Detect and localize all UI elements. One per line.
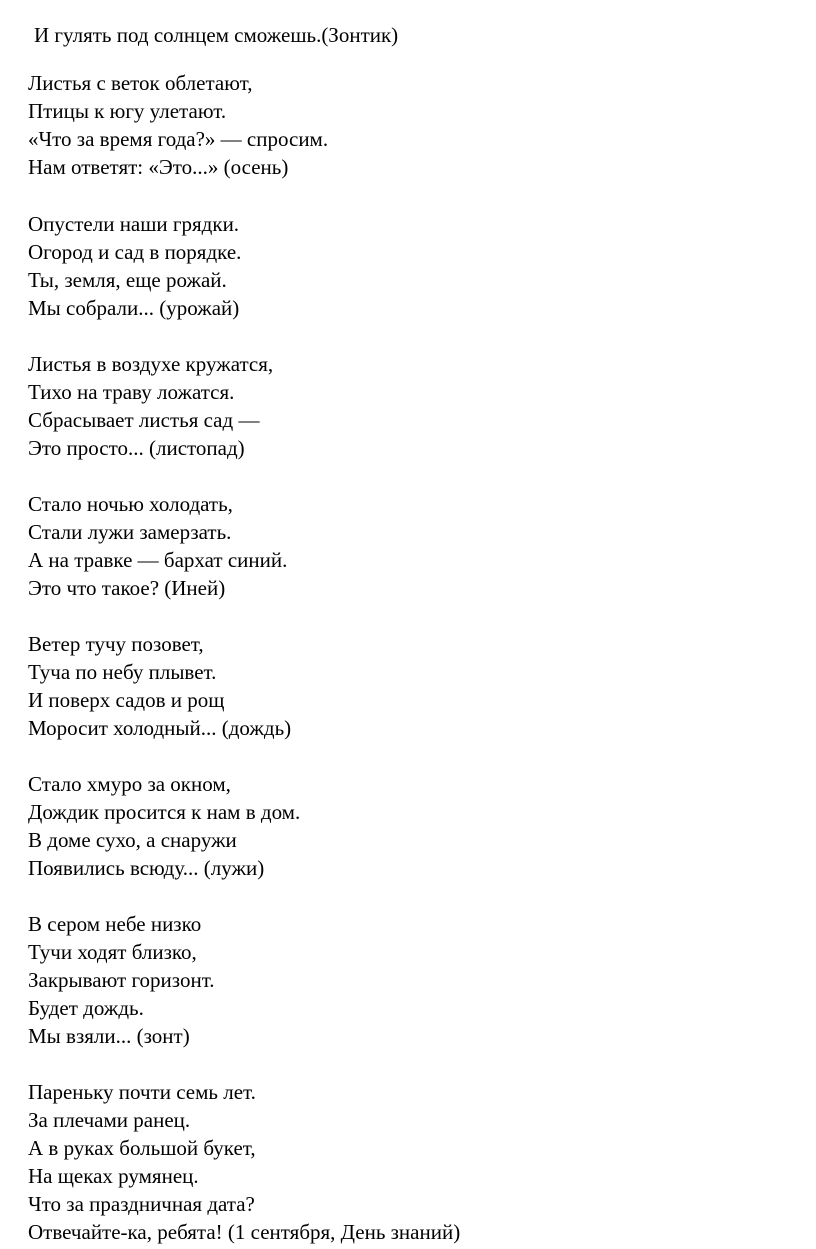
riddle-line: За плечами ранец. <box>28 1108 191 1132</box>
riddle-line: А на травке — бархат синий. <box>28 548 288 572</box>
riddle-line: Опустели наши грядки. <box>28 212 240 236</box>
riddle-line: Ветер тучу позовет, <box>28 632 204 656</box>
riddle-line: Стало хмуро за окном, <box>28 772 231 796</box>
riddle-line: Листья в воздухе кружатся, <box>28 352 274 376</box>
riddle-line: На щеках румянец. <box>28 1164 199 1188</box>
riddle-line: А в руках большой букет, <box>28 1136 256 1160</box>
riddle-line: Моросит холодный... (дождь) <box>28 716 292 740</box>
riddle-line: Что за праздничная дата? <box>28 1192 255 1216</box>
riddle-line: Стало ночью холодать, <box>28 492 233 516</box>
riddle-line: Это просто... (листопад) <box>28 436 245 460</box>
riddle-line: В доме сухо, а снаружи <box>28 828 237 852</box>
riddle-line: Птицы к югу улетают. <box>28 99 227 123</box>
riddle-line: Отвечайте-ка, ребята! (1 сентября, День знаний) <box>28 1220 461 1244</box>
riddle-line: Будет дождь. <box>28 996 144 1020</box>
riddle-line: Мы собрали... (урожай) <box>28 296 240 320</box>
riddle-line: Листья с веток облетают, <box>28 71 253 95</box>
riddle-line: Ты, земля, еще рожай. <box>28 268 227 292</box>
riddle-line: Пареньку почти семь лет. <box>28 1080 256 1104</box>
riddle-line: Тучи ходят близко, <box>28 940 197 964</box>
riddle-line: Туча по небу плывет. <box>28 660 217 684</box>
riddle-line: Тихо на траву ложатся. <box>28 380 235 404</box>
riddle-line: Это что такое? (Иней) <box>28 576 226 600</box>
riddle-line: Огород и сад в порядке. <box>28 240 242 264</box>
riddle-line: Сбрасывает листья сад — <box>28 408 260 432</box>
riddle-line: «Что за время года?» — спросим. <box>28 127 329 151</box>
riddle-line: В сером небе низко <box>28 912 202 936</box>
riddle-line: Мы взяли... (зонт) <box>28 1024 190 1048</box>
riddle-line: Нам ответят: «Это...» (осень) <box>28 155 289 179</box>
riddle-line: И поверх садов и рощ <box>28 688 225 712</box>
riddle-line: Дождик просится к нам в дом. <box>28 800 301 824</box>
riddle-line: Стали лужи замерзать. <box>28 520 232 544</box>
intro-line: И гулять под солнцем сможешь.(Зонтик) <box>34 23 399 47</box>
riddle-line: Появились всюду... (лужи) <box>28 856 265 880</box>
riddle-line: Закрывают горизонт. <box>28 968 215 992</box>
